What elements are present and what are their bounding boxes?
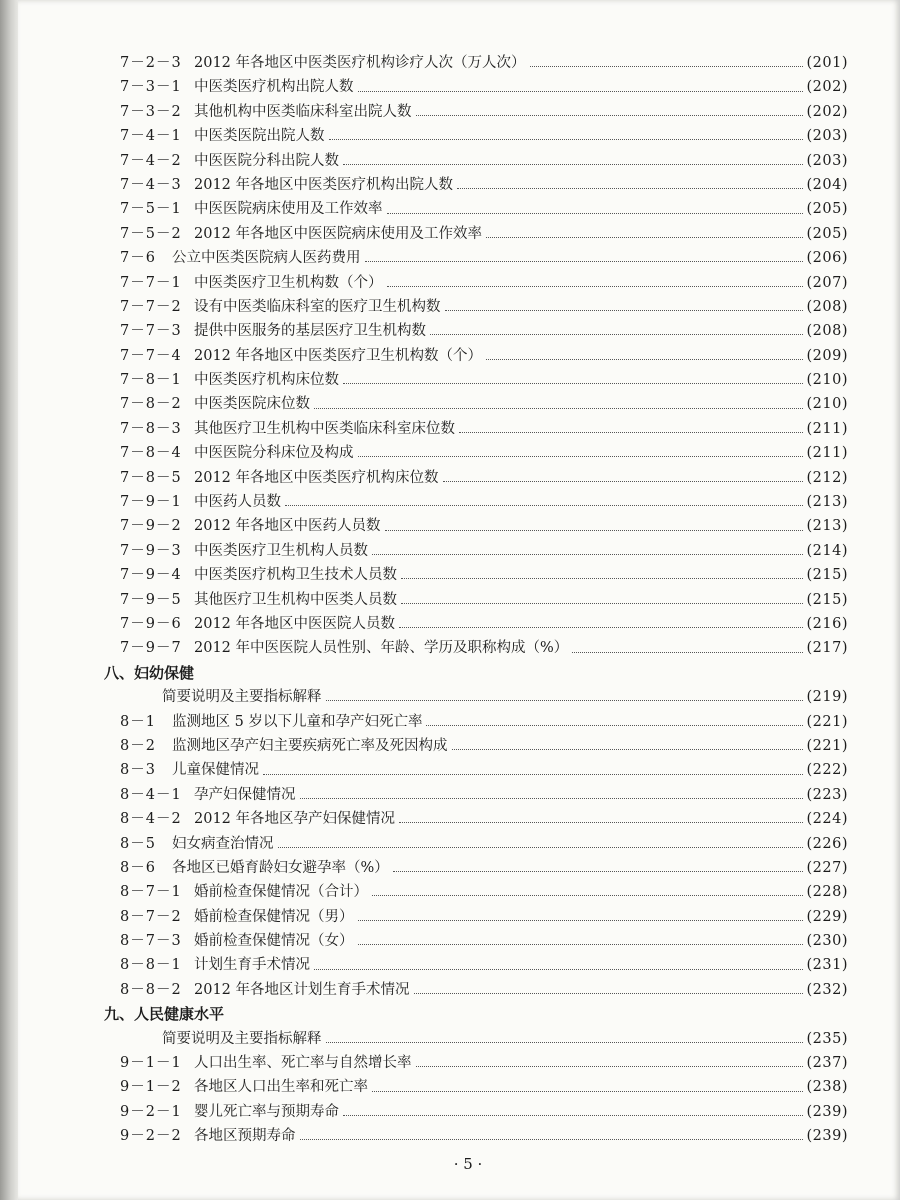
entry-page-number: (227) xyxy=(806,859,848,876)
dot-leader xyxy=(430,333,803,335)
toc-entry xyxy=(104,905,848,929)
entry-title: 婴儿死亡率与预期寿命 xyxy=(194,1103,339,1120)
toc-entry xyxy=(104,490,848,514)
entry-code: 7－4－1 xyxy=(120,128,182,145)
entry-code: 7－6 xyxy=(120,250,156,267)
entry-code: 7－9－5 xyxy=(120,591,182,608)
dot-leader xyxy=(263,773,803,775)
toc-entry xyxy=(104,295,848,319)
dot-leader xyxy=(387,212,803,214)
toc-entry xyxy=(104,1051,848,1075)
toc-entry xyxy=(104,149,848,173)
dot-leader xyxy=(358,919,803,921)
table-of-contents xyxy=(104,51,848,1149)
dot-leader xyxy=(387,285,803,287)
entry-code: 7－9－3 xyxy=(120,542,182,559)
entry-page-number: (217) xyxy=(806,640,848,657)
entry-code: 7－9－6 xyxy=(120,615,182,632)
section-title: 九、人民健康水平 xyxy=(104,1005,225,1024)
entry-title: 中医医院分科出院人数 xyxy=(194,152,339,169)
entry-title: 设有中医类临床科室的医疗卫生机构数 xyxy=(194,298,441,315)
entry-code: 7－8－2 xyxy=(120,396,182,413)
dot-leader xyxy=(343,382,803,384)
dot-leader xyxy=(457,187,802,189)
entry-page-number: (203) xyxy=(806,128,848,145)
toc-entry xyxy=(104,441,848,465)
entry-title: 中医药人员数 xyxy=(194,494,281,511)
entry-code: 7－9－7 xyxy=(120,640,182,657)
entry-title: 中医类医疗卫生机构人员数 xyxy=(194,542,368,559)
toc-entry xyxy=(104,246,848,270)
dot-leader xyxy=(530,65,803,67)
dot-leader xyxy=(314,968,803,970)
entry-code: 8－8－1 xyxy=(120,957,182,974)
toc-entry xyxy=(104,51,848,75)
entry-page-number: (207) xyxy=(806,274,848,291)
entry-title: 2012 年各地区中医类医疗机构诊疗人次（万人次） xyxy=(194,55,526,71)
entry-page-number: (209) xyxy=(806,347,848,364)
dot-leader xyxy=(372,1090,803,1092)
entry-code: 8－7－1 xyxy=(120,884,182,901)
entry-page-number: (222) xyxy=(806,762,848,779)
toc-entry xyxy=(104,392,848,416)
entry-page-number: (204) xyxy=(806,176,848,193)
entry-title: 儿童保健情况 xyxy=(172,762,259,779)
toc-entry xyxy=(104,1124,848,1148)
entry-title: 中医类医疗卫生机构数（个） xyxy=(194,274,383,291)
page-number: · 5 · xyxy=(453,1155,483,1173)
entry-title: 中医类医疗机构卫生技术人员数 xyxy=(194,567,397,584)
entry-code: 7－4－2 xyxy=(120,152,182,169)
entry-title: 其他医疗卫生机构中医类人员数 xyxy=(194,591,397,608)
toc-entry xyxy=(104,319,848,343)
entry-title: 婚前检查保健情况（女） xyxy=(194,933,354,950)
dot-leader xyxy=(486,236,802,238)
dot-leader xyxy=(358,455,803,457)
entry-title: 2012 年各地区中医类医疗机构床位数 xyxy=(194,469,439,486)
entry-page-number: (201) xyxy=(806,55,848,71)
entry-title: 中医医院病床使用及工作效率 xyxy=(194,201,383,218)
dot-leader xyxy=(401,577,803,579)
dot-leader xyxy=(278,846,803,848)
document-page xyxy=(18,0,900,1200)
entry-title: 简要说明及主要指标解释 xyxy=(162,689,322,706)
dot-leader xyxy=(416,114,803,116)
entry-title: 其他医疗卫生机构中医类临床科室床位数 xyxy=(194,420,455,437)
entry-page-number: (213) xyxy=(806,494,848,511)
dot-leader xyxy=(343,163,803,165)
entry-page-number: (210) xyxy=(806,396,848,413)
entry-title: 2012 年各地区中医药人员数 xyxy=(194,518,381,535)
toc-entry xyxy=(104,807,848,831)
entry-code: 7－8－4 xyxy=(120,445,182,462)
entry-code: 8－4－2 xyxy=(120,811,182,828)
dot-leader xyxy=(416,1065,803,1067)
entry-page-number: (202) xyxy=(806,103,848,120)
entry-code: 8－4－1 xyxy=(120,786,182,803)
entry-code: 8－7－2 xyxy=(120,908,182,925)
dot-leader xyxy=(372,553,803,555)
toc-entry xyxy=(104,636,848,660)
dot-leader xyxy=(401,602,803,604)
entry-title: 2012 年各地区中医医院病床使用及工作效率 xyxy=(194,225,483,242)
entry-code: 7－7－2 xyxy=(120,298,182,315)
entry-title: 提供中医服务的基层医疗卫生机构数 xyxy=(194,323,426,340)
entry-code: 7－3－1 xyxy=(120,79,182,96)
entry-page-number: (239) xyxy=(806,1128,848,1145)
entry-title: 人口出生率、死亡率与自然增长率 xyxy=(194,1055,412,1072)
toc-entry xyxy=(104,953,848,977)
entry-code: 9－1－2 xyxy=(120,1079,182,1096)
entry-page-number: (211) xyxy=(806,445,848,462)
entry-code: 7－7－3 xyxy=(120,323,182,340)
dot-leader xyxy=(300,1138,803,1140)
toc-entry xyxy=(104,466,848,490)
entry-code: 8－1 xyxy=(120,713,156,730)
toc-entry xyxy=(104,1075,848,1099)
dot-leader xyxy=(365,260,803,262)
dot-leader xyxy=(285,504,803,506)
toc-entry xyxy=(104,783,848,807)
entry-title: 2012 年各地区中医医院人员数 xyxy=(194,615,396,632)
entry-code: 9－2－2 xyxy=(120,1128,182,1145)
toc-entry xyxy=(104,271,848,295)
entry-page-number: (213) xyxy=(806,518,848,535)
entry-code: 7－7－4 xyxy=(120,347,182,364)
entry-code: 7－8－5 xyxy=(120,469,182,486)
entry-title: 中医类医疗机构床位数 xyxy=(194,372,339,389)
toc-entry xyxy=(104,368,848,392)
toc-section-heading xyxy=(104,661,848,685)
toc-entry xyxy=(104,612,848,636)
entry-title: 公立中医类医院病人医药费用 xyxy=(172,250,361,267)
entry-code: 7－9－1 xyxy=(120,494,182,511)
entry-title: 中医类医院出院人数 xyxy=(194,128,325,145)
dot-leader xyxy=(572,651,802,653)
entry-code: 7－8－3 xyxy=(120,420,182,437)
entry-title: 各地区人口出生率和死亡率 xyxy=(194,1079,368,1096)
entry-page-number: (221) xyxy=(806,713,848,730)
toc-entry xyxy=(104,344,848,368)
entry-code: 8－3 xyxy=(120,762,156,779)
toc-entry xyxy=(104,758,848,782)
toc-entry xyxy=(104,222,848,246)
dot-leader xyxy=(372,894,803,896)
entry-page-number: (230) xyxy=(806,933,848,950)
dot-leader xyxy=(486,358,802,360)
entry-page-number: (214) xyxy=(806,542,848,559)
toc-entry xyxy=(104,75,848,99)
toc-entry xyxy=(104,514,848,538)
entry-title: 中医医院分科床位及构成 xyxy=(194,445,354,462)
entry-page-number: (208) xyxy=(806,323,848,340)
dot-leader xyxy=(358,90,803,92)
entry-page-number: (232) xyxy=(806,981,848,998)
toc-entry xyxy=(104,685,848,709)
entry-code: 7－8－1 xyxy=(120,372,182,389)
entry-page-number: (215) xyxy=(806,567,848,584)
dot-leader xyxy=(445,309,803,311)
entry-page-number: (203) xyxy=(806,152,848,169)
book-binding-edge xyxy=(0,0,18,1200)
dot-leader xyxy=(343,1114,803,1116)
entry-code: 9－1－1 xyxy=(120,1055,182,1072)
entry-page-number: (235) xyxy=(806,1030,848,1047)
toc-entry xyxy=(104,100,848,124)
entry-title: 2012 年各地区中医类医疗机构出院人数 xyxy=(194,176,454,193)
entry-page-number: (238) xyxy=(806,1079,848,1096)
toc-entry xyxy=(104,880,848,904)
entry-page-number: (216) xyxy=(806,615,848,632)
toc-entry xyxy=(104,563,848,587)
toc-entry xyxy=(104,734,848,758)
entry-code: 7－4－3 xyxy=(120,176,182,193)
entry-title: 孕产妇保健情况 xyxy=(194,786,296,803)
entry-title: 2012 年各地区中医类医疗卫生机构数（个） xyxy=(194,347,483,364)
toc-entry xyxy=(104,124,848,148)
entry-page-number: (205) xyxy=(806,201,848,218)
dot-leader xyxy=(426,724,802,726)
entry-title: 妇女病查治情况 xyxy=(172,835,274,852)
entry-page-number: (208) xyxy=(806,298,848,315)
entry-title: 婚前检查保健情况（男） xyxy=(194,908,354,925)
dot-leader xyxy=(329,138,803,140)
entry-page-number: (221) xyxy=(806,737,848,754)
dot-leader xyxy=(393,870,803,872)
dot-leader xyxy=(326,1041,803,1043)
entry-code: 7－5－1 xyxy=(120,201,182,218)
dot-leader xyxy=(399,821,802,823)
entry-code: 7－5－2 xyxy=(120,225,182,242)
entry-title: 监测地区孕产妇主要疾病死亡率及死因构成 xyxy=(172,737,448,754)
entry-page-number: (212) xyxy=(806,469,848,486)
toc-entry xyxy=(104,539,848,563)
entry-page-number: (202) xyxy=(806,79,848,96)
entry-title: 婚前检查保健情况（合计） xyxy=(194,884,368,901)
dot-leader xyxy=(459,431,803,433)
toc-entry xyxy=(104,1027,848,1051)
entry-title: 监测地区 5 岁以下儿童和孕产妇死亡率 xyxy=(172,713,423,730)
section-title: 八、妇幼保健 xyxy=(104,663,195,682)
entry-page-number: (211) xyxy=(806,420,848,437)
toc-section-heading xyxy=(104,1002,848,1026)
entry-title: 2012 年各地区计划生育手术情况 xyxy=(194,981,410,998)
toc-entry xyxy=(104,832,848,856)
entry-code: 8－8－2 xyxy=(120,981,182,998)
toc-entry xyxy=(104,710,848,734)
entry-page-number: (206) xyxy=(806,250,848,267)
toc-entry xyxy=(104,978,848,1002)
dot-leader xyxy=(385,529,803,531)
toc-entry xyxy=(104,929,848,953)
entry-code: 7－9－4 xyxy=(120,567,182,584)
dot-leader xyxy=(452,748,803,750)
entry-page-number: (223) xyxy=(806,786,848,803)
entry-title: 中医类医院床位数 xyxy=(194,396,310,413)
dot-leader xyxy=(300,797,803,799)
toc-entry xyxy=(104,1100,848,1124)
toc-entry xyxy=(104,197,848,221)
entry-page-number: (210) xyxy=(806,372,848,389)
toc-entry xyxy=(104,173,848,197)
entry-page-number: (205) xyxy=(806,225,848,242)
entry-code: 8－5 xyxy=(120,835,156,852)
toc-entry xyxy=(104,856,848,880)
entry-title: 其他机构中医类临床科室出院人数 xyxy=(194,103,412,120)
entry-code: 8－6 xyxy=(120,859,156,876)
entry-title: 2012 年中医医院人员性别、年龄、学历及职称构成（%） xyxy=(194,640,569,657)
entry-page-number: (215) xyxy=(806,591,848,608)
entry-title: 计划生育手术情况 xyxy=(194,957,310,974)
entry-page-number: (228) xyxy=(806,884,848,901)
entry-page-number: (237) xyxy=(806,1055,848,1072)
entry-title: 各地区已婚育龄妇女避孕率（%） xyxy=(172,859,389,876)
entry-title: 2012 年各地区孕产妇保健情况 xyxy=(194,811,396,828)
dot-leader xyxy=(314,407,803,409)
entry-code: 8－7－3 xyxy=(120,933,182,950)
entry-title: 各地区预期寿命 xyxy=(194,1128,296,1145)
entry-page-number: (239) xyxy=(806,1103,848,1120)
entry-code: 7－7－1 xyxy=(120,274,182,291)
toc-entry xyxy=(104,588,848,612)
entry-title: 中医类医疗机构出院人数 xyxy=(194,79,354,96)
entry-page-number: (229) xyxy=(806,908,848,925)
dot-leader xyxy=(358,943,803,945)
dot-leader xyxy=(443,480,803,482)
entry-page-number: (231) xyxy=(806,957,848,974)
dot-leader xyxy=(414,992,803,994)
toc-entry xyxy=(104,417,848,441)
entry-page-number: (219) xyxy=(806,689,848,706)
dot-leader xyxy=(399,626,802,628)
dot-leader xyxy=(326,699,803,701)
entry-page-number: (226) xyxy=(806,835,848,852)
entry-page-number: (224) xyxy=(806,811,848,828)
entry-title: 简要说明及主要指标解释 xyxy=(162,1030,322,1047)
entry-code: 7－3－2 xyxy=(120,103,182,120)
entry-code: 9－2－1 xyxy=(120,1103,182,1120)
entry-code: 7－2－3 xyxy=(120,55,182,71)
entry-code: 7－9－2 xyxy=(120,518,182,535)
entry-code: 8－2 xyxy=(120,737,156,754)
